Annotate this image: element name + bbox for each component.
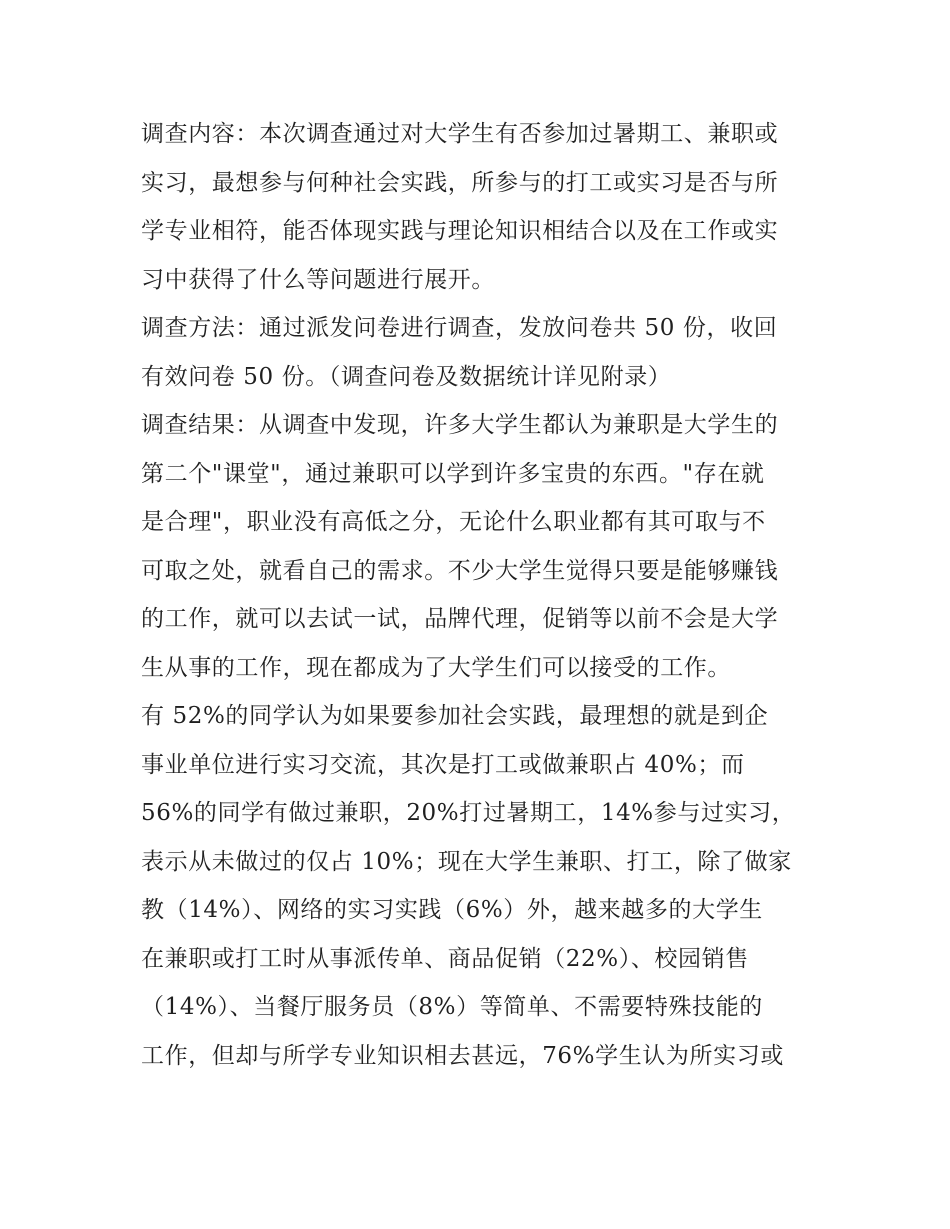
text-line: 调查方法：通过派发问卷进行调查，发放问卷共 50 份，收回	[141, 315, 778, 341]
text-line: 在兼职或打工时从事派传单、商品促销（22%）、校园销售	[141, 945, 749, 972]
text-line: 学专业相符，能否体现实践与理论知识相结合以及在工作或实	[141, 218, 779, 244]
text-line: 表示从未做过的仅占 10%；现在大学生兼职、打工，除了做家	[141, 848, 792, 875]
text-line: 是合理"，职业没有高低之分，无论什么职业都有其可取与不	[141, 509, 766, 535]
text-line: 可取之处，就看自己的需求。不少大学生觉得只要是能够赚钱	[141, 557, 779, 584]
text-line: 事业单位进行实习交流，其次是打工或做兼职占 40%；而	[141, 751, 745, 778]
text-line: 工作，但却与所学专业知识相去甚远，76%学生认为所实习或	[141, 1042, 784, 1069]
text-line: 有效问卷 50 份。（调查问卷及数据统计详见附录）	[141, 363, 672, 390]
text-line: （14%）、当餐厅服务员（8%）等简单、不需要特殊技能的	[141, 994, 763, 1020]
text-line: 生从事的工作，现在都成为了大学生们可以接受的工作。	[141, 654, 731, 681]
text-line: 实习，最想参与何种社会实践，所参与的打工或实习是否与所	[141, 169, 779, 196]
text-line: 习中获得了什么等问题进行展开。	[141, 266, 495, 293]
text-line: 教（14%）、网络的实习实践（6%）外，越来越多的大学生	[141, 897, 763, 923]
text-line: 有 52%的同学认为如果要参加社会实践，最理想的就是到企	[141, 703, 769, 729]
text-line: 调查结果：从调查中发现，许多大学生都认为兼职是大学生的	[141, 412, 779, 438]
text-line: 56%的同学有做过兼职，20%打过暑期工，14%参与过实习，	[141, 800, 796, 826]
text-line: 第二个"课堂"，通过兼职可以学到许多宝贵的东西。"存在就	[141, 460, 765, 487]
text-line: 调查内容：本次调查通过对大学生有否参加过暑期工、兼职或	[141, 121, 779, 147]
text-line: 的工作，就可以去试一试，品牌代理，促销等以前不会是大学	[141, 606, 779, 632]
document-body	[141, 110, 821, 1080]
